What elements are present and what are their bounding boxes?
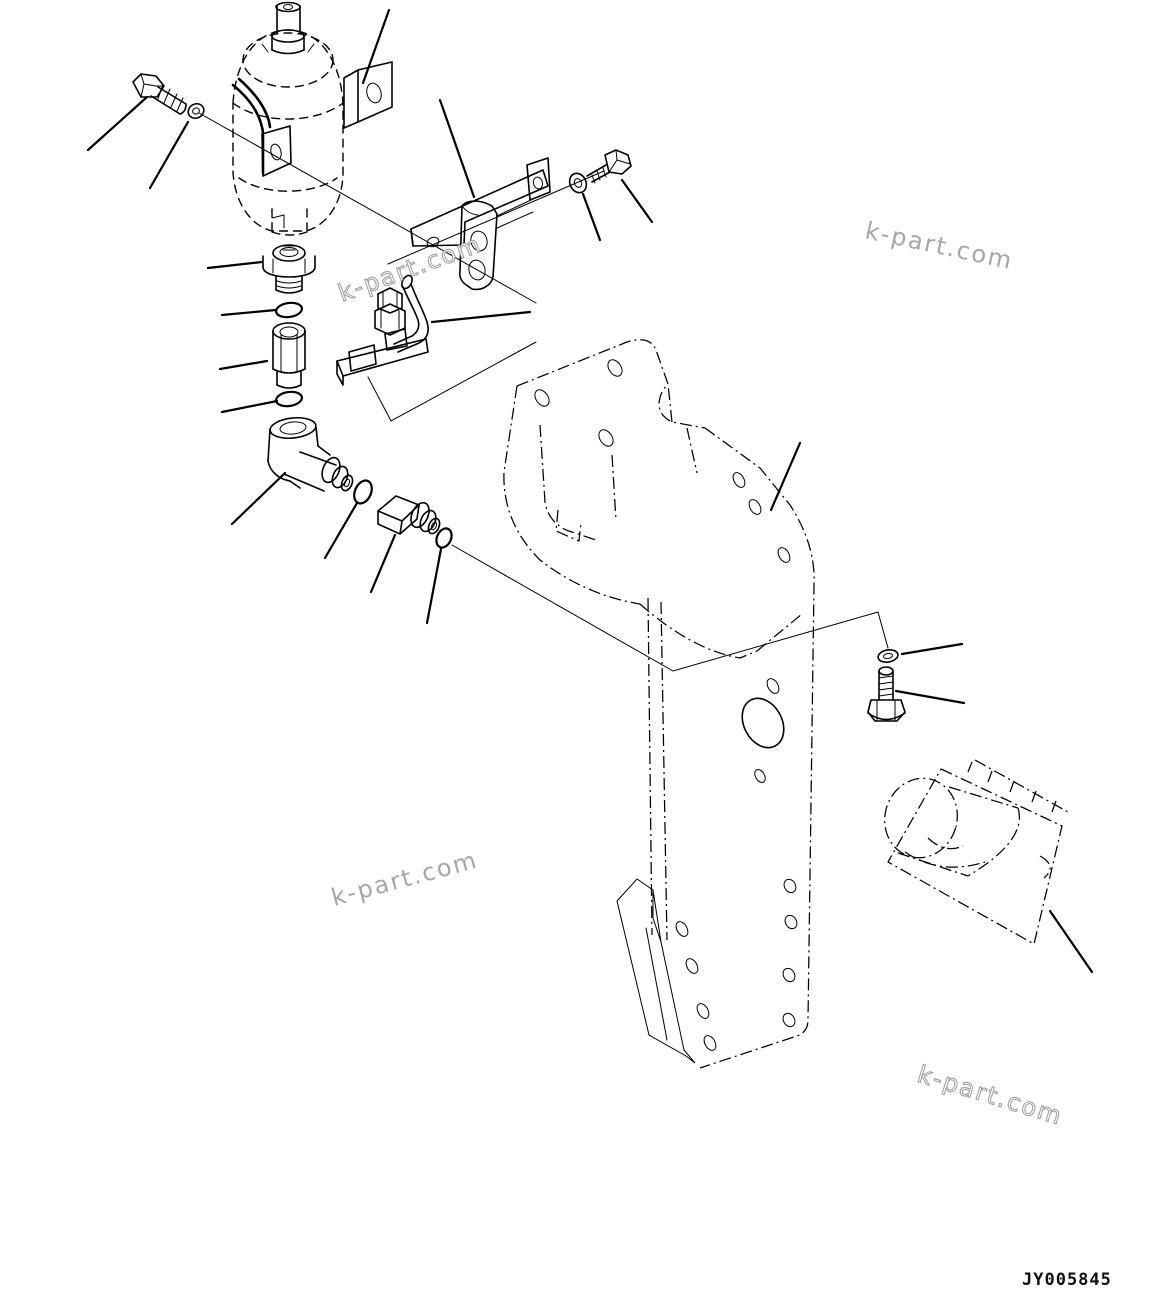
accumulator-strap <box>233 79 291 176</box>
leader-lines <box>88 10 1092 972</box>
o-ring-2 <box>275 390 303 407</box>
construction-lines <box>199 113 888 671</box>
o-ring-1 <box>275 301 303 318</box>
elbow-fitting <box>268 416 355 493</box>
sleeve-fitting <box>273 323 305 388</box>
o-ring-4 <box>434 526 455 550</box>
o-ring-3 <box>351 478 375 506</box>
watermarks <box>328 216 1066 1130</box>
watermark-top-right: k-part.com <box>862 216 1016 276</box>
part-number-label: JY005845 <box>1022 1270 1112 1290</box>
valve-bolt <box>868 667 905 721</box>
bracket-washer <box>567 171 590 196</box>
watermark-bottom-left: k-part.com <box>328 845 482 912</box>
accumulator <box>233 3 343 236</box>
watermark-bottom-right: k-part.com <box>914 1059 1067 1131</box>
connector-fitting <box>263 245 315 293</box>
valve-washer <box>877 648 899 663</box>
support-bracket-phantom <box>504 340 814 1068</box>
solenoid-valve-phantom <box>875 760 1068 944</box>
watermark-mid-left: k-part.com <box>334 229 486 308</box>
bracket-bolt <box>587 150 631 183</box>
nipple-fitting <box>378 496 442 535</box>
strap-washer <box>186 101 207 121</box>
strap-bolt <box>133 74 186 114</box>
